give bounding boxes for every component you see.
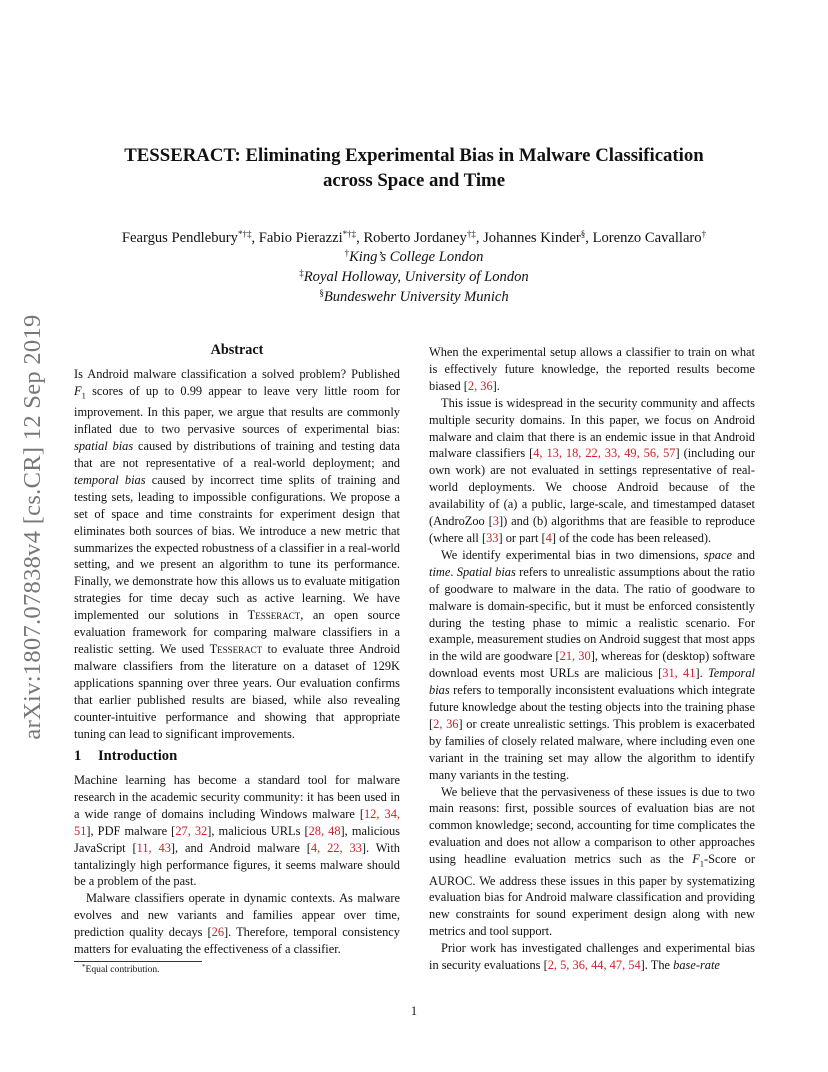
f1-symbol: [74, 383, 86, 401]
citation-link[interactable]: 2, 36: [433, 716, 459, 731]
citation-link[interactable]: 27, 32: [175, 823, 208, 838]
text-run: caused by incorrect time splits of training and testing sets, leading to impossible configurations. We propose a set of space and time constraints for experiment design that eliminates both sources of bias. We introduce a new metric that summarizes the expected robustness of a classifier in a real-world setting, and we present an algorithm to tune its performance. Finally, we demonstrate how this allows us to evaluate mitigation strategies for time decay such as active learning. We have implemented our solutions in: [74, 472, 400, 623]
text-run: Malware classifiers operate in dynamic contexts. As malware evolves and new variants and families appear over time, prediction quality decays [: [74, 891, 400, 940]
citation-link[interactable]: 4, 22, 33: [310, 840, 362, 855]
footnote-text: Equal contribution.: [85, 964, 160, 975]
text-run: ]. The: [640, 958, 674, 973]
text-run: ].: [492, 378, 500, 393]
text-run: ]. Therefore, temporal consistency matters for evaluating the effectiveness of a classifier.: [74, 925, 400, 957]
section-title: Introduction: [98, 748, 178, 764]
affiliation-mark: †: [344, 248, 350, 258]
text-run: ] (including our own work) are not evaluated in settings representative of real-world deployments. We choose Android because of the availability of (a) a public, large-scale, and timestamped dataset (AndroZoo [: [429, 446, 755, 529]
emphasis: base-rate: [673, 958, 720, 973]
affiliation-mark: §: [319, 288, 324, 298]
author-name: , Johannes Kinder: [475, 230, 581, 246]
abstract-paragraph: [74, 366, 400, 742]
paper-title-line-1: TESSERACT: Eliminating Experimental Bias in Malware Classification: [124, 145, 704, 166]
text-run: scores of up to 0.99 appear to leave very little room for improvement. In this paper, we argue that results are commonly inflated due to two pervasive sources of experimental bias:: [74, 383, 400, 437]
text-run: F: [692, 852, 700, 867]
section-number: 1: [74, 748, 82, 764]
paragraph: [74, 772, 400, 890]
text-run: ] of the code has been released).: [551, 530, 712, 545]
emphasis: spatial bias: [74, 439, 134, 454]
text-run: , an open source evaluation framework for comparing malware classifiers in a realistic setting. We used: [74, 608, 400, 656]
paragraph: [429, 344, 755, 395]
citation-link[interactable]: 3: [492, 514, 499, 529]
affiliation-name: Royal Holloway, University of London: [303, 269, 529, 285]
emphasis: space: [703, 547, 732, 562]
citation-link[interactable]: 26: [211, 925, 225, 940]
author-name: Feargus Pendlebury: [121, 230, 238, 246]
author-name: , Lorenzo Cavallaro: [585, 230, 702, 246]
affiliation-name: King’s College London: [349, 249, 484, 265]
text-run: We believe that the pervasiveness of these issues is due to two main reasons: first, possible sources of evaluation bias are not common knowledge; second, accounting for time complicates the evaluation and does not allow a comparison to other approaches using headline evaluation metrics such as the: [429, 784, 755, 867]
author-name: , Fabio Pierazzi: [251, 230, 343, 246]
author-marks: †‡: [466, 229, 476, 239]
paragraph: [429, 395, 755, 547]
citation-link[interactable]: 12, 34, 51: [74, 806, 400, 838]
emphasis: Temporal bias: [429, 666, 755, 698]
author-marks: †: [701, 229, 707, 239]
text-run: Prior work has investigated challenges and experimental bias in security evaluations [: [429, 941, 755, 973]
tool-name: Tesseract: [247, 608, 301, 623]
paragraph: [74, 890, 400, 958]
text-run: and: [732, 547, 755, 562]
citation-link[interactable]: 2, 5, 36, 44, 47, 54: [547, 958, 641, 973]
emphasis: temporal bias: [74, 472, 146, 487]
citation-link[interactable]: 21, 30: [559, 649, 591, 664]
section-heading-introduction: [74, 748, 177, 765]
text-run: ].: [695, 666, 708, 681]
footnote-rule: [74, 961, 202, 962]
author-marks: *†‡: [237, 229, 252, 239]
citation-link[interactable]: 4: [545, 530, 552, 545]
emphasis: Spatial bias: [456, 564, 516, 579]
page-number: 1: [410, 1004, 418, 1018]
author-list: [0, 228, 828, 248]
subscript: 1: [699, 858, 705, 869]
emphasis: time: [429, 564, 451, 579]
text-run: F: [74, 383, 82, 398]
abstract-heading: Abstract: [210, 342, 264, 358]
introduction-body: [74, 772, 400, 958]
f1-symbol: [692, 852, 705, 869]
text-run: -Score or AUROC. We address these issues in this paper by systematizing evaluation bias for Android malware classification and providing new constraints for sound experiment design along with new metrics and tool support.: [429, 852, 755, 939]
citation-link[interactable]: 33: [486, 530, 499, 545]
text-run: We identify experimental bias in two dimensions,: [441, 547, 704, 562]
abstract-body: [74, 366, 400, 742]
text-run: ]) and (b) algorithms that are feasible to reproduce (where all [: [429, 514, 755, 545]
paper-title-line-2: across Space and Time: [322, 170, 506, 191]
text-run: ] or part [: [498, 530, 546, 545]
text-run: ]. With tantalizingly high performance figures, it seems malware should be a problem of the past.: [74, 840, 400, 889]
text-run: This issue is widespread in the security community and affects multiple security domains. In this paper, we focus on Android malware and claim that there is an endemic issue in that Android malware classifiers [: [429, 395, 755, 461]
text-run: Is Android malware classification a solved problem? Published: [74, 367, 400, 381]
text-run: ], whereas for (desktop) software download events most URLs are malicious [: [429, 649, 755, 681]
subscript: 1: [81, 390, 86, 401]
citation-link[interactable]: 2, 36: [467, 378, 493, 393]
text-run: When the experimental setup allows a classifier to train on what is effectively future knowledge, the reported results become biased [: [429, 345, 755, 393]
text-run: ], PDF malware [: [86, 823, 176, 838]
right-column-body: [429, 344, 755, 974]
text-run: ] or create unrealistic settings. This problem is exacerbated by families of closely related malware, where including even one variant in the training set may allow the algorithm to identify many variants in the testing.: [429, 716, 755, 782]
paragraph: [429, 547, 755, 784]
text-run: .: [450, 564, 457, 579]
text-run: refers to temporally inconsistent evaluations which integrate future knowledge about the testing objects into the training phase [: [429, 683, 755, 731]
text-run: caused by distributions of training and testing data that are not representative of a real-world deployment; and: [74, 439, 400, 470]
tool-name: Tesseract: [209, 641, 263, 656]
citation-link[interactable]: 11, 43: [136, 840, 171, 855]
text-run: to evaluate three Android malware classifiers from the literature on a dataset of 129K applications spanning over three years. Our evaluation confirms that earlier published results are biased, while also revealing counter-intuitive performance and showing that appropriate tuning can lead to significant improvements.: [74, 641, 400, 741]
affiliation: [0, 287, 828, 307]
text-run: ], malicious JavaScript [: [74, 823, 401, 855]
author-marks: §: [580, 229, 586, 239]
affiliation-mark: ‡: [299, 268, 304, 278]
affiliation: [0, 267, 828, 287]
citation-link[interactable]: 28, 48: [308, 823, 341, 838]
arxiv-stamp-text: arXiv:1807.07838v4 [cs.CR] 12 Sep 2019: [19, 314, 46, 740]
text-run: ], and Android malware [: [170, 840, 311, 855]
author-marks: *†‡: [342, 229, 357, 239]
arxiv-stamp: [18, 288, 48, 766]
paragraph: [429, 784, 755, 941]
citation-link[interactable]: 4, 13, 18, 22, 33, 49, 56, 57: [533, 446, 676, 461]
affiliation-name: Bundeswehr University Munich: [323, 289, 509, 305]
author-name: , Roberto Jordaney: [356, 230, 467, 246]
footnote: [82, 964, 160, 975]
paragraph: [429, 940, 755, 974]
footnote-mark: *: [82, 963, 86, 971]
text-run: ], malicious URLs [: [207, 823, 309, 838]
citation-link[interactable]: 31, 41: [662, 666, 696, 681]
text-run: Machine learning has become a standard tool for malware research in the academic security community: it has been used in a wide range of domains including Windows malware [: [74, 773, 400, 821]
text-run: refers to unrealistic assumptions about the ratio of goodware to malware in the data. The ratio of goodware to malware is domain-specific, but it must be enforced consistently during the testing phase to mimic a realistic scenario. For example, measurement studies on Android suggest that most apps in the wild are goodware [: [429, 564, 755, 664]
affiliation: [0, 247, 828, 267]
